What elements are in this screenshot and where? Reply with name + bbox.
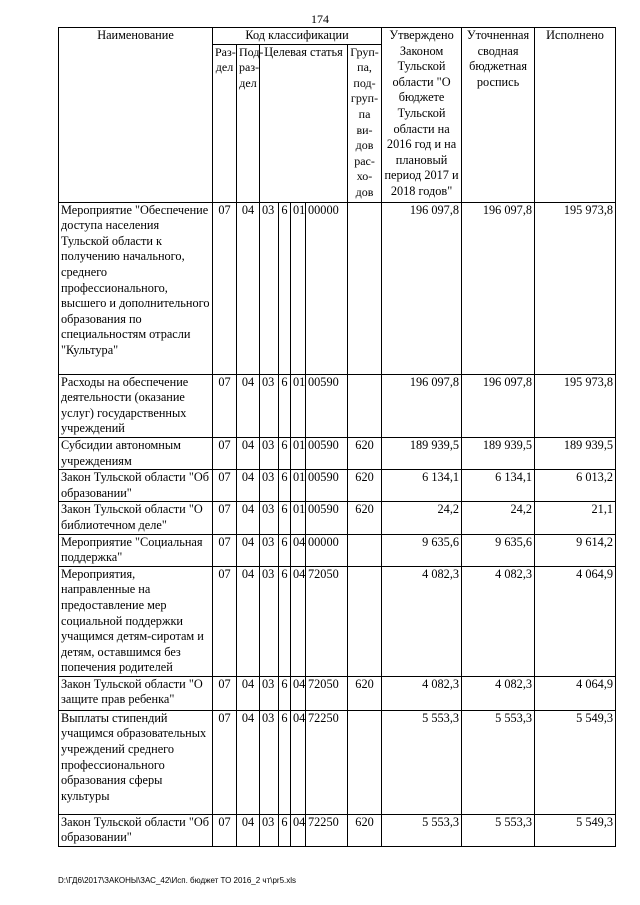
row-target-program: 03 bbox=[260, 566, 279, 676]
row-subsection: 04 bbox=[237, 470, 260, 502]
row-target-measure: 04 bbox=[291, 676, 306, 710]
row-subsection: 04 bbox=[237, 202, 260, 374]
row-section: 07 bbox=[213, 437, 237, 469]
row-expense-group bbox=[348, 566, 382, 676]
row-expense-group bbox=[348, 710, 382, 814]
row-refined: 5 553,3 bbox=[462, 710, 535, 814]
row-executed: 195 973,8 bbox=[535, 374, 616, 437]
row-section: 07 bbox=[213, 470, 237, 502]
row-name: Закон Тульской области "Об образовании" bbox=[59, 470, 213, 502]
table-row bbox=[59, 202, 616, 374]
row-target-measure: 01 bbox=[291, 470, 306, 502]
table-row bbox=[59, 502, 616, 534]
budget-table bbox=[58, 27, 616, 847]
row-name: Расходы на обеспечение деятельности (оказание услуг) государственных учреждений bbox=[59, 374, 213, 437]
row-name: Закон Тульской области "Об образовании" bbox=[59, 814, 213, 846]
row-expense-group: 620 bbox=[348, 676, 382, 710]
row-section: 07 bbox=[213, 566, 237, 676]
page-number: 174 bbox=[311, 12, 329, 26]
row-target-program: 03 bbox=[260, 437, 279, 469]
row-section: 07 bbox=[213, 534, 237, 566]
row-target-measure: 01 bbox=[291, 374, 306, 437]
row-target-program: 03 bbox=[260, 502, 279, 534]
row-target-subprogram: 6 bbox=[279, 710, 291, 814]
row-subsection: 04 bbox=[237, 814, 260, 846]
row-approved: 5 553,3 bbox=[382, 814, 462, 846]
row-executed: 4 064,9 bbox=[535, 676, 616, 710]
row-target-direction: 72050 bbox=[306, 566, 348, 676]
row-target-program: 03 bbox=[260, 202, 279, 374]
row-target-direction: 72050 bbox=[306, 676, 348, 710]
row-name: Мероприятие "Обеспечение доступа населения Тульской области к получению начального, среднего профессионального, высшего и дополнительного образования по специальностям отрасли "Культура" bbox=[59, 202, 213, 374]
row-subsection: 04 bbox=[237, 534, 260, 566]
row-refined: 5 553,3 bbox=[462, 814, 535, 846]
col-header-executed: Исполнено bbox=[535, 28, 616, 203]
row-subsection: 04 bbox=[237, 374, 260, 437]
row-target-program: 03 bbox=[260, 374, 279, 437]
row-target-program: 03 bbox=[260, 710, 279, 814]
row-approved: 4 082,3 bbox=[382, 566, 462, 676]
table-row bbox=[59, 676, 616, 710]
row-name: Закон Тульской области "О библиотечном деле" bbox=[59, 502, 213, 534]
row-refined: 4 082,3 bbox=[462, 676, 535, 710]
row-expense-group: 620 bbox=[348, 814, 382, 846]
row-subsection: 04 bbox=[237, 566, 260, 676]
row-expense-group: 620 bbox=[348, 502, 382, 534]
row-target-subprogram: 6 bbox=[279, 374, 291, 437]
col-header-subsection: Под-раз-дел bbox=[237, 44, 260, 202]
row-executed: 21,1 bbox=[535, 502, 616, 534]
col-header-section: Раз-дел bbox=[213, 44, 237, 202]
table-row bbox=[59, 566, 616, 676]
col-header-name: Наименование bbox=[59, 28, 213, 203]
row-target-program: 03 bbox=[260, 470, 279, 502]
row-target-direction: 00000 bbox=[306, 202, 348, 374]
row-executed: 5 549,3 bbox=[535, 814, 616, 846]
row-subsection: 04 bbox=[237, 676, 260, 710]
row-target-program: 03 bbox=[260, 814, 279, 846]
row-target-direction: 00590 bbox=[306, 502, 348, 534]
row-approved: 196 097,8 bbox=[382, 202, 462, 374]
row-target-direction: 00590 bbox=[306, 470, 348, 502]
row-approved: 9 635,6 bbox=[382, 534, 462, 566]
row-target-subprogram: 6 bbox=[279, 566, 291, 676]
row-target-measure: 01 bbox=[291, 437, 306, 469]
row-target-direction: 72250 bbox=[306, 710, 348, 814]
col-header-expense-group: Груп-па, под-груп-па ви-дов рас-хо-дов bbox=[348, 44, 382, 202]
row-target-subprogram: 6 bbox=[279, 502, 291, 534]
row-name: Мероприятия, направленные на предоставление мер социальной поддержки учащимся детям-сиротам и детям, оставшимся без попечения родителей bbox=[59, 566, 213, 676]
row-approved: 5 553,3 bbox=[382, 710, 462, 814]
row-approved: 24,2 bbox=[382, 502, 462, 534]
row-target-subprogram: 6 bbox=[279, 437, 291, 469]
row-target-direction: 00590 bbox=[306, 437, 348, 469]
row-refined: 189 939,5 bbox=[462, 437, 535, 469]
row-subsection: 04 bbox=[237, 502, 260, 534]
row-section: 07 bbox=[213, 676, 237, 710]
row-approved: 196 097,8 bbox=[382, 374, 462, 437]
row-target-subprogram: 6 bbox=[279, 814, 291, 846]
table-body bbox=[59, 202, 616, 846]
row-refined: 4 082,3 bbox=[462, 566, 535, 676]
row-approved: 6 134,1 bbox=[382, 470, 462, 502]
row-target-measure: 04 bbox=[291, 710, 306, 814]
row-expense-group: 620 bbox=[348, 470, 382, 502]
row-target-subprogram: 6 bbox=[279, 676, 291, 710]
row-name: Выплаты стипендий учащимся образовательных учреждений среднего профессионального образования сферы культуры bbox=[59, 710, 213, 814]
row-target-subprogram: 6 bbox=[279, 470, 291, 502]
col-header-refined: Уточненная сводная бюджетная роспись bbox=[462, 28, 535, 203]
row-expense-group bbox=[348, 534, 382, 566]
table-row bbox=[59, 470, 616, 502]
row-name: Мероприятие "Социальная поддержка" bbox=[59, 534, 213, 566]
table-row bbox=[59, 534, 616, 566]
row-target-subprogram: 6 bbox=[279, 202, 291, 374]
row-target-measure: 04 bbox=[291, 566, 306, 676]
row-target-direction: 00000 bbox=[306, 534, 348, 566]
row-target-measure: 01 bbox=[291, 202, 306, 374]
row-target-measure: 04 bbox=[291, 814, 306, 846]
row-target-measure: 04 bbox=[291, 534, 306, 566]
row-subsection: 04 bbox=[237, 437, 260, 469]
row-name: Закон Тульской области "О защите прав ребенка" bbox=[59, 676, 213, 710]
col-header-code-group: Код классификации bbox=[213, 28, 382, 45]
table-row bbox=[59, 814, 616, 846]
row-section: 07 bbox=[213, 502, 237, 534]
table-row bbox=[59, 437, 616, 469]
table-row bbox=[59, 710, 616, 814]
row-section: 07 bbox=[213, 814, 237, 846]
row-refined: 196 097,8 bbox=[462, 202, 535, 374]
row-refined: 9 635,6 bbox=[462, 534, 535, 566]
col-header-target-article: Целевая статья bbox=[260, 44, 348, 202]
row-refined: 6 134,1 bbox=[462, 470, 535, 502]
table-header bbox=[59, 28, 616, 203]
row-executed: 6 013,2 bbox=[535, 470, 616, 502]
row-section: 07 bbox=[213, 710, 237, 814]
row-expense-group: 620 bbox=[348, 437, 382, 469]
row-executed: 189 939,5 bbox=[535, 437, 616, 469]
row-target-measure: 01 bbox=[291, 502, 306, 534]
row-refined: 24,2 bbox=[462, 502, 535, 534]
row-target-program: 03 bbox=[260, 534, 279, 566]
row-expense-group bbox=[348, 374, 382, 437]
row-approved: 4 082,3 bbox=[382, 676, 462, 710]
row-expense-group bbox=[348, 202, 382, 374]
row-section: 07 bbox=[213, 374, 237, 437]
row-name: Субсидии автономным учреждениям bbox=[59, 437, 213, 469]
row-target-direction: 00590 bbox=[306, 374, 348, 437]
row-executed: 195 973,8 bbox=[535, 202, 616, 374]
row-target-direction: 72250 bbox=[306, 814, 348, 846]
table-row bbox=[59, 374, 616, 437]
row-target-subprogram: 6 bbox=[279, 534, 291, 566]
row-executed: 4 064,9 bbox=[535, 566, 616, 676]
row-refined: 196 097,8 bbox=[462, 374, 535, 437]
row-approved: 189 939,5 bbox=[382, 437, 462, 469]
footer-file-path: D:\ГД6\2017\ЗАКОНЫ\ЗАС_42\Исп. бюджет ТО 2016_2 чт\pr5.xls bbox=[58, 876, 297, 885]
row-target-program: 03 bbox=[260, 676, 279, 710]
row-section: 07 bbox=[213, 202, 237, 374]
row-subsection: 04 bbox=[237, 710, 260, 814]
row-executed: 5 549,3 bbox=[535, 710, 616, 814]
col-header-approved: Утверждено Законом Тульской области "О бюджете Тульской области на 2016 год и на плановый период 2017 и 2018 годов" bbox=[382, 28, 462, 203]
row-executed: 9 614,2 bbox=[535, 534, 616, 566]
